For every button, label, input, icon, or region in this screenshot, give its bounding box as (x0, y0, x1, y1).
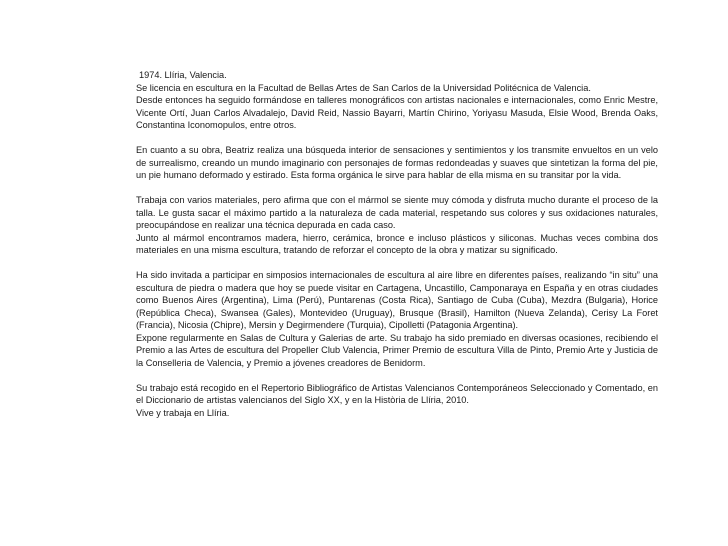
text-line: Ha sido invitada a participar en simposios internacionales de escultura al aire libre en diferentes países, realizando “in situ” una escultura de piedra o madera que hoy se puede visitar en Cartagena, Uncastillo, Camponaraya en España y en otras ciudades como Buenos Aires (Argentina), Lima (Perú), Puntarenas (Costa Rica), Santiago de Cuba (Cuba), Mezdra (Bulgaria), Horice (República Checa), Swansea (Gales), Montevideo (Uruguay), Brusque (Brasil), Hamilton (Nueva Zelanda), Cerisy La Foret (Francia), Nicosia (Chipre), Mersin y Degirmendere (Turquia), Cipolletti (Patagonia Argentina). (136, 270, 658, 330)
text-line: 1974. Llíria, Valencia. (139, 70, 227, 80)
text-line: En cuanto a su obra, Beatriz realiza una búsqueda interior de sensaciones y sentimientos y los transmite envueltos en un velo de surrealismo, creando un mundo imaginario con personajes de formas redondeadas y suaves que sintetizan la forma del pie, un pie humano deformado y estirado. Esta forma orgánica le sirve para hablar de ella misma en su transitar por la vida. (136, 145, 658, 180)
paragraph-materials (136, 194, 658, 257)
text-line: Vive y trabaja en Llíria. (136, 407, 230, 418)
paragraph-biography (136, 69, 658, 132)
paragraph-work (136, 144, 658, 182)
text-line: Desde entonces ha seguido formándose en talleres monográficos con artistas nacionales e internacionales, como Enric Mestre, Vicente Ortí, Juan Carlos Alvadalejo, David Reid, Nassio Bayarri, Martín Chirino, Yoriyasu Masuda, Elsie Wood, Brenda Oaks, Constantina Iconomopulos, entre otros. (136, 95, 658, 130)
text-line: Junto al mármol encontramos madera, hierro, cerámica, bronce e incluso plásticos y siliconas. Muchas veces combina dos materiales en una misma escultura, tratando de reforzar el concepto de la obra y matizar su significado. (136, 232, 658, 255)
text-line: Trabaja con varios materiales, pero afirma que con el mármol se siente muy cómoda y disfruta mucho durante el proceso de la talla. Le gusta sacar el máximo partido a la naturaleza de cada material, respetando sus colores y sus oxidaciones naturales, preocupándose en realizar una técnica depurada en cada caso. (136, 195, 658, 230)
text-line: Se licencia en escultura en la Facultad de Bellas Artes de San Carlos de la Universidad Politécnica de Valencia. (136, 82, 591, 93)
text-line: Expone regularmente en Salas de Cultura y Galerias de arte. Su trabajo ha sido premiado en diversas ocasiones, recibiendo el Premio a las Artes de escultura del Propeller Club Valencia, Primer Premio de escultura Villa de Pinto, Premio Arte y Justicia de la Conselleria de Valencia, y Premio a jóvenes creadores de Benidorm. (136, 332, 658, 368)
paragraph-references (136, 382, 658, 420)
paragraph-symposia (136, 269, 658, 369)
document-page (136, 69, 658, 419)
text-line: Su trabajo está recogido en el Repertorio Bibliográfico de Artistas Valencianos Contemporáneos Seleccionado y Comentado, en el Diccionario de artistas valencianos del Siglo XX, y en la Història de Llíria, 2010. (136, 382, 658, 405)
